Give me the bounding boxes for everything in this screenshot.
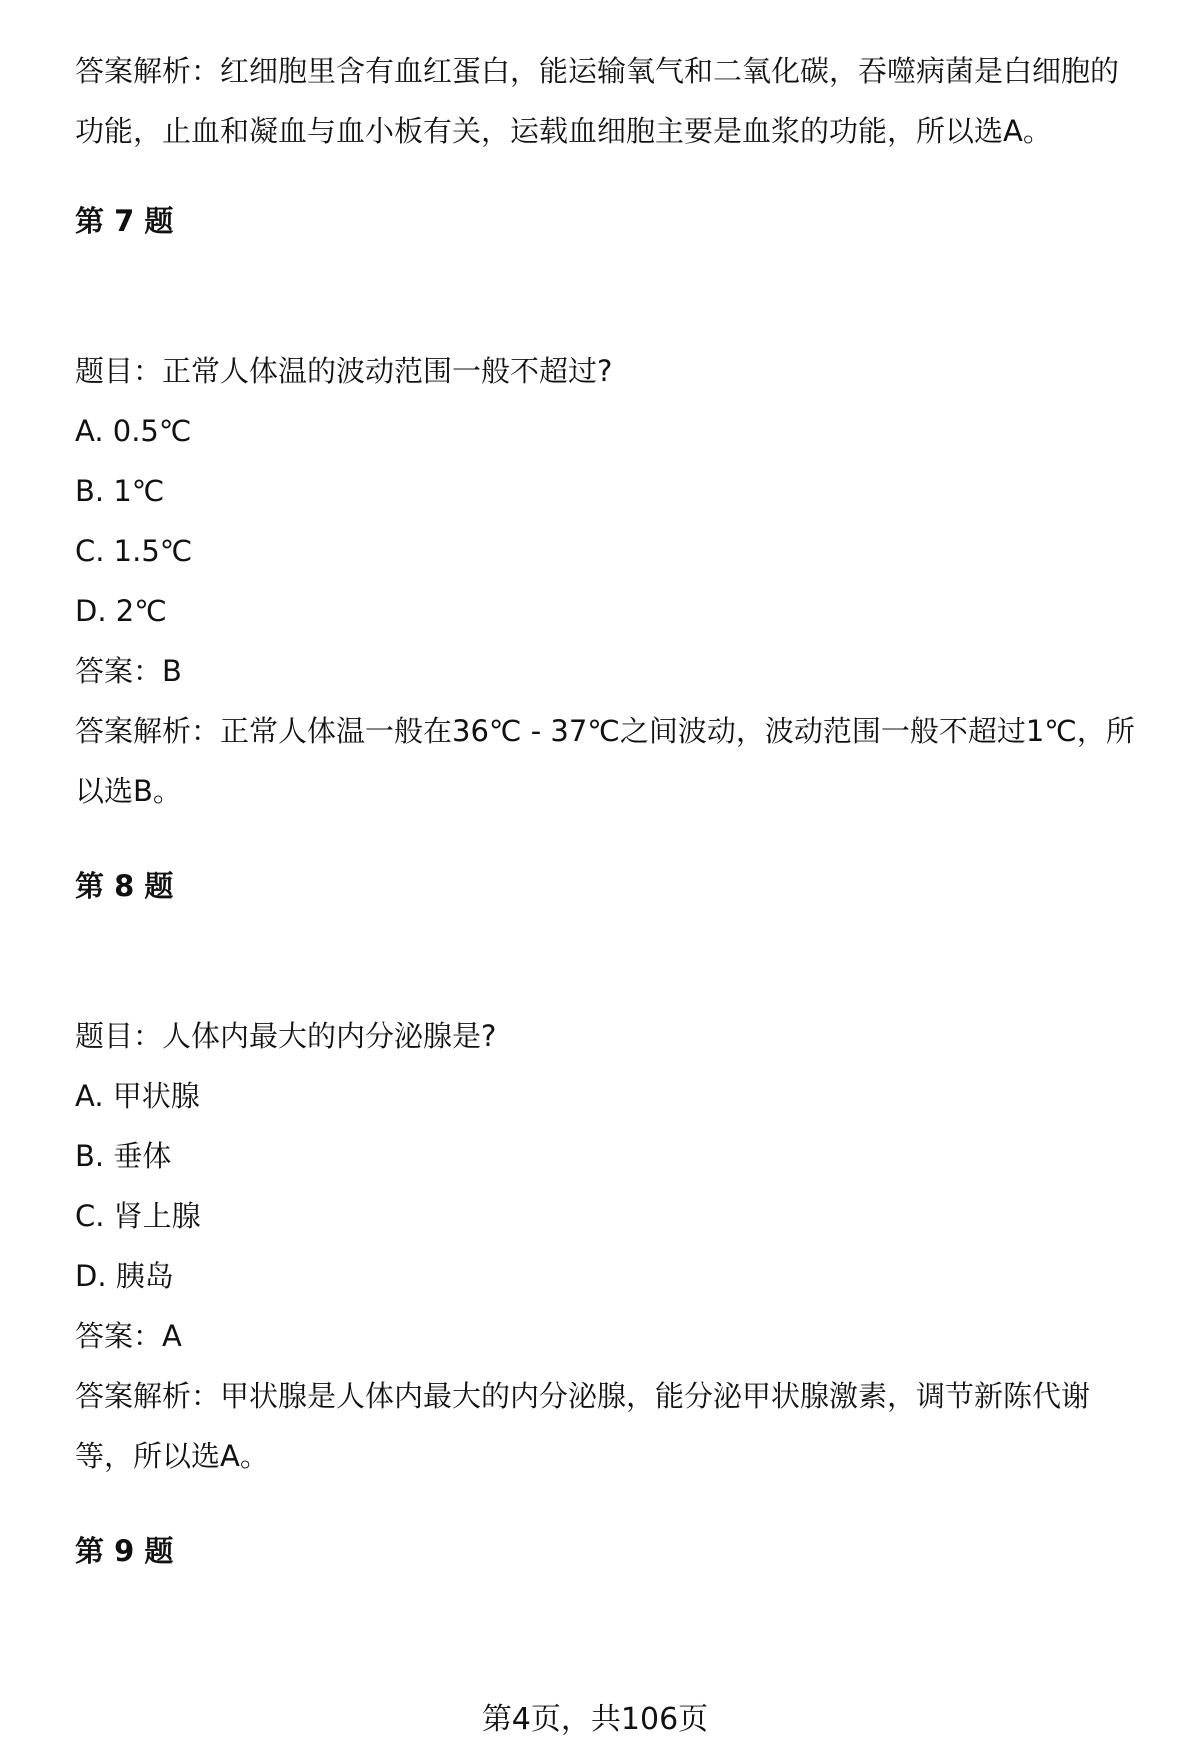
q7-option-a: A. 0.5℃ — [75, 414, 192, 448]
q8-analysis-line-2: 等，所以选A。 — [75, 1439, 269, 1473]
q6-analysis-line-1: 答案解析：红细胞里含有血红蛋白，能运输氧气和二氧化碳，吞噬病菌是白细胞的 — [75, 54, 1120, 88]
q7-answer: 答案：B — [75, 654, 182, 688]
q7-option-c: C. 1.5℃ — [75, 534, 193, 568]
q7-analysis-line-1: 答案解析：正常人体温一般在36℃ - 37℃之间波动，波动范围一般不超过1℃，所 — [75, 714, 1135, 748]
q7-option-b: B. 1℃ — [75, 474, 165, 508]
q7-heading: 第 7 题 — [75, 204, 174, 238]
q8-analysis-line-1: 答案解析：甲状腺是人体内最大的内分泌腺，能分泌甲状腺激素，调节新陈代谢 — [75, 1379, 1091, 1413]
q8-option-d: D. 胰岛 — [75, 1259, 174, 1293]
q8-question: 题目：人体内最大的内分泌腺是? — [75, 1019, 497, 1053]
q9-heading: 第 9 题 — [75, 1534, 174, 1568]
q8-answer: 答案：A — [75, 1319, 182, 1353]
q7-question: 题目：正常人体温的波动范围一般不超过? — [75, 354, 613, 388]
q8-option-b: B. 垂体 — [75, 1139, 172, 1173]
page-number-footer: 第4页，共106页 — [481, 1702, 709, 1737]
q8-option-a: A. 甲状腺 — [75, 1079, 200, 1113]
q8-option-c: C. 肾上腺 — [75, 1199, 201, 1233]
q7-analysis-line-2: 以选B。 — [75, 774, 182, 808]
q6-analysis-line-2: 功能，止血和凝血与血小板有关，运载血细胞主要是血浆的功能，所以选A。 — [75, 114, 1052, 148]
q8-heading: 第 8 题 — [75, 869, 174, 903]
q7-option-d: D. 2℃ — [75, 594, 167, 628]
